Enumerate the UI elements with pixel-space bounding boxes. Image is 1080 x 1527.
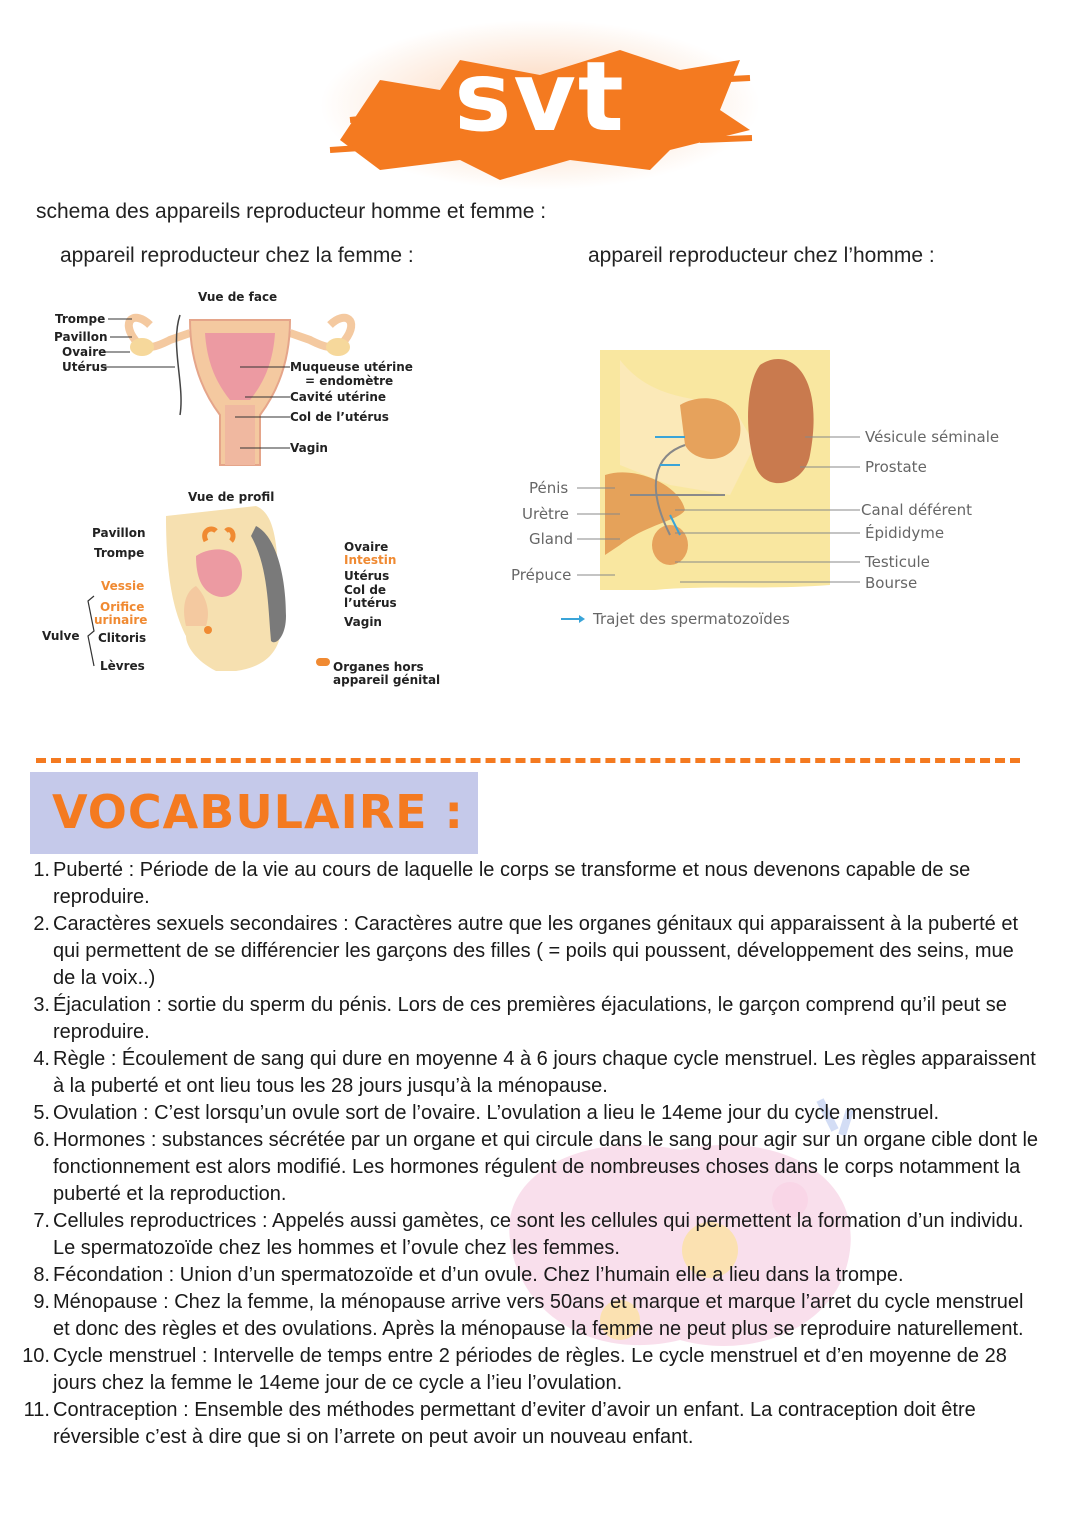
male-heading: appareil reproducteur chez l’homme : [588,244,935,267]
front-view-title: Vue de face [198,290,278,304]
female-heading: appareil reproducteur chez la femme : [60,244,414,267]
label-testicule: Testicule [865,553,930,571]
legend-organes: Organes hors [333,660,424,674]
label-col: Col de l’utérus [290,410,389,424]
label-orifice: Orifice [100,600,145,614]
list-item: 1. Puberté : Période de la vie au cours de laquelle le corps se transforme et nous devenons capable de se reproduire. [33,859,971,908]
label-trompe-profile: Trompe [94,546,145,560]
label-vesicule: Vésicule séminale [865,428,1000,446]
label-endometre: = endomètre [305,374,394,388]
label-vessie: Vessie [101,579,145,593]
label-uretre: Urètre [522,505,569,523]
list-item: 10. Cycle menstruel : Intervelle de temps entre 2 périodes de règles. Le cycle menstruel et d’en moyenne de 28 jours chez la femme le 14eme jour de ce cycle a l’ieu l’ovulation. [22,1345,1007,1394]
list-item: 11. Contraception : Ensemble des méthodes permettant d’eviter d’avoir un enfant. La contraception doit être réversible c’est à dire que si on l’arrete on peut avoir un nouveau enfant. [23,1399,976,1448]
label-bourse: Bourse [865,574,918,592]
vocab-list [0,857,1040,1451]
label-canal: Canal déférent [861,501,973,519]
label-urinaire: urinaire [94,613,148,627]
legend-appareil: appareil génital [333,673,441,687]
page-title: svt [454,41,626,153]
profile-view-title: Vue de profil [188,490,275,504]
label-trompe: Trompe [55,312,106,326]
label-uterus-profile: Utérus [344,569,390,583]
section-divider [36,758,1020,763]
list-item: 4. Règle : Écoulement de sang qui dure en moyenne 4 à 6 jours chaque cycle menstruel. Les règles apparaissent à la puberté et ont lieu tous les 28 jours jusqu’à la ménopause. [33,1048,1036,1097]
list-item: 5. Ovulation : C’est lorsqu’un ovule sort de l’ovaire. L’ovulation a lieu le 14eme jour du cycle menstruel. [33,1102,940,1124]
label-ovaire: Ovaire [62,345,107,359]
label-vagin: Vagin [290,441,328,455]
label-col-de: Col de [344,583,387,597]
label-prostate: Prostate [865,458,927,476]
list-item: 7. Cellules reproductrices : Appelés aussi gamètes, ce sont les cellules qui permettent la formation d’un individu. Le spermatozoïde chez les hommes et l’ovule chez les femmes. [33,1210,1024,1259]
label-luterus: l’utérus [344,596,397,610]
label-ovaire-profile: Ovaire [344,540,389,554]
label-vulve: Vulve [42,629,80,643]
label-vagin-profile: Vagin [344,615,382,629]
label-clitoris: Clitoris [98,631,147,645]
label-epididyme: Épididyme [865,524,945,542]
label-pavillon-profile: Pavillon [92,526,146,540]
list-item: 6. Hormones : substances sécrétée par un organe et qui circule dans le sang pour agir sur un organe cible dont le fonctionnement est alors modifié. Les hormones régulent de nombreuses choses dans le corps notamment la puberté et la reproduction. [33,1129,1039,1205]
label-penis: Pénis [529,479,569,497]
male-anatomy-icon [505,345,1015,635]
male-diagram [505,345,1015,635]
vocab-title: VOCABULAIRE : [52,785,464,839]
schema-heading: schema des appareils reproducteur homme et femme : [36,200,547,223]
list-item: 8. Fécondation : Union d’un spermatozoïde et d’un ovule. Chez l’humain elle a lieu dans la trompe. [33,1264,904,1286]
list-item: 3. Éjaculation : sortie du sperm du pénis. Lors de ces premières éjaculations, le garçon comprend qu’il peut se reproduire. [33,994,1007,1043]
legend-trajet: Trajet des spermatozoïdes [593,610,790,628]
label-gland: Gland [529,530,574,548]
label-levres: Lèvres [100,659,145,673]
label-pavillon: Pavillon [54,330,108,344]
title-banner [320,20,760,190]
label-intestin: Intestin [344,553,397,567]
female-profile-diagram [36,486,441,696]
female-front-diagram [40,285,440,475]
list-item: 2. Caractères sexuels secondaires : Caractères autre que les organes génitaux qui apparaissent à la puberté et qui permettent de se différencier les garçons des filles ( = poils qui poussent, développement des seins, mue de la voix..) [33,913,1019,989]
list-item: 9. Ménopause : Chez la femme, la ménopause arrive vers 50ans et marque et marque l’arret du cycle menstruel et donc des règles et des ovulations. Après la ménopause la femme ne peut plus se reproduire naturellement. [33,1291,1024,1340]
label-uterus: Utérus [62,360,108,374]
label-muqueuse: Muqueuse utérine [290,360,413,374]
label-prepuce: Prépuce [511,566,572,584]
label-cavite: Cavité utérine [290,390,387,404]
